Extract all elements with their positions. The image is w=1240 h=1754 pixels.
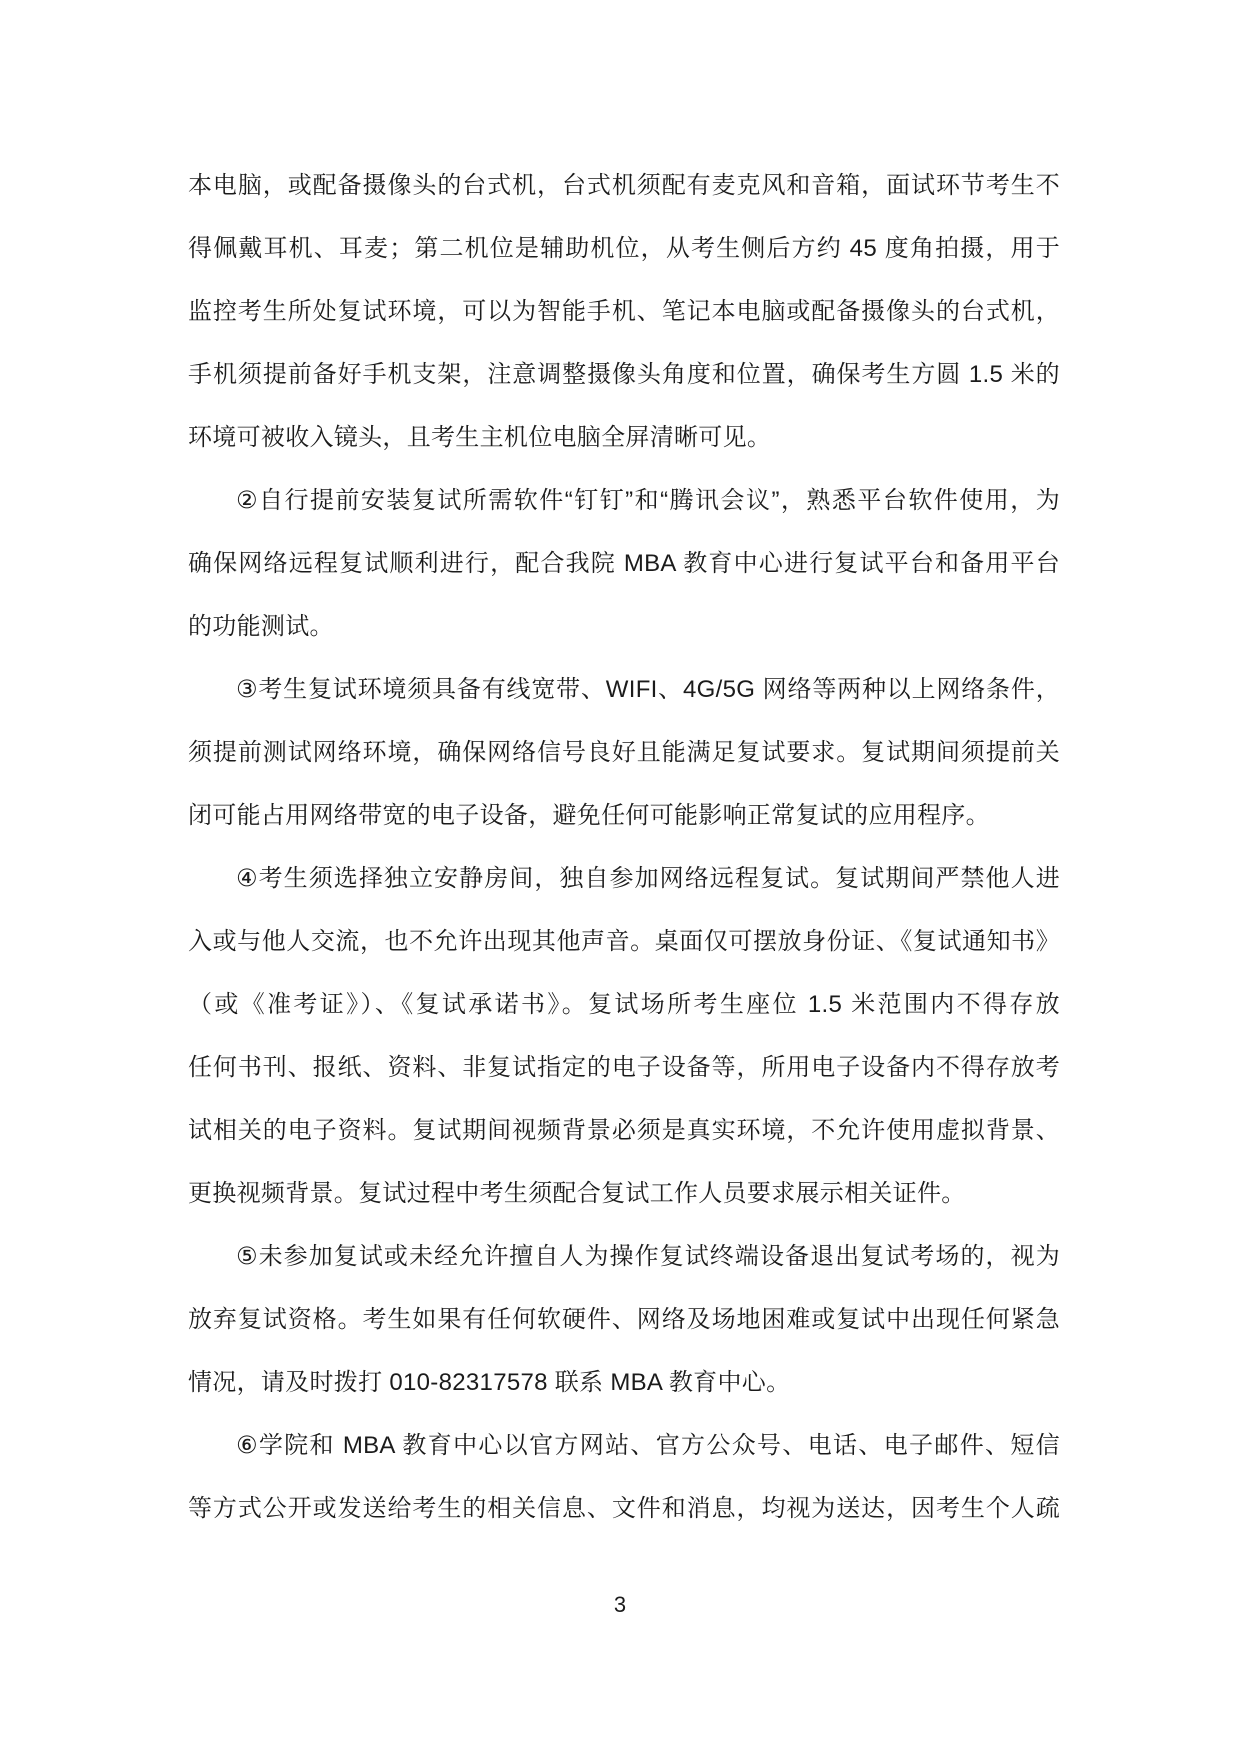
text-line: 须提前测试网络环境，确保网络信号良好且能满足复试要求。复试期间须提前关 [188, 739, 1060, 766]
text-line: 本电脑，或配备摄像头的台式机，台式机须配有麦克风和音箱，面试环节考生不 [188, 172, 1060, 199]
text-line: 任何书刊、报纸、资料、非复试指定的电子设备等，所用电子设备内不得存放考 [188, 1054, 1060, 1081]
text-line: 放弃复试资格。考生如果有任何软硬件、网络及场地困难或复试中出现任何紧急 [188, 1306, 1060, 1333]
text-line: 入或与他人交流，也不允许出现其他声音。桌面仅可摆放身份证、《复试通知书》 [188, 928, 1060, 955]
text-line: （或《准考证》）、《复试承诺书》。复试场所考生座位 1.5 米范围内不得存放 [188, 991, 1060, 1018]
text-line: 确保网络远程复试顺利进行，配合我院 MBA 教育中心进行复试平台和备用平台 [188, 550, 1060, 577]
paragraph-item-4 [188, 847, 1060, 1225]
text-line: ⑤未参加复试或未经允许擅自人为操作复试终端设备退出复试考场的，视为 [236, 1243, 1060, 1270]
paragraph-item-3 [188, 658, 1060, 847]
paragraph-item-5 [188, 1225, 1060, 1414]
text-line: 环境可被收入镜头，且考生主机位电脑全屏清晰可见。 [188, 424, 772, 451]
text-line: 的功能测试。 [188, 613, 334, 640]
text-line: ②自行提前安装复试所需软件“钉钉”和“腾讯会议”，熟悉平台软件使用，为 [236, 487, 1060, 514]
page-number: 3 [613, 1592, 627, 1617]
paragraph-item-2 [188, 469, 1060, 658]
text-line: 监控考生所处复试环境，可以为智能手机、笔记本电脑或配备摄像头的台式机， [188, 298, 1060, 325]
text-line: 更换视频背景。复试过程中考生须配合复试工作人员要求展示相关证件。 [188, 1180, 966, 1207]
page-footer [0, 1592, 1240, 1618]
text-line: ④考生须选择独立安静房间，独自参加网络远程复试。复试期间严禁他人进 [236, 865, 1060, 892]
text-line: 等方式公开或发送给考生的相关信息、文件和消息，均视为送达，因考生个人疏 [188, 1495, 1060, 1522]
text-line: 手机须提前备好手机支架，注意调整摄像头角度和位置，确保考生方圆 1.5 米的 [188, 361, 1060, 388]
paragraph-item-6 [188, 1414, 1060, 1540]
text-line: 试相关的电子资料。复试期间视频背景必须是真实环境，不允许使用虚拟背景、 [188, 1117, 1060, 1144]
text-line: 闭可能占用网络带宽的电子设备，避免任何可能影响正常复试的应用程序。 [188, 802, 990, 829]
text-line: 情况，请及时拨打 010-82317578 联系 MBA 教育中心。 [188, 1369, 791, 1396]
document-text-body [188, 154, 1060, 1540]
text-line: ③考生复试环境须具备有线宽带、WIFI、4G/5G 网络等两种以上网络条件， [236, 676, 1060, 703]
paragraph-continuation [188, 154, 1060, 469]
text-line: ⑥学院和 MBA 教育中心以官方网站、官方公众号、电话、电子邮件、短信 [236, 1432, 1060, 1459]
text-line: 得佩戴耳机、耳麦；第二机位是辅助机位，从考生侧后方约 45 度角拍摄，用于 [188, 235, 1060, 262]
